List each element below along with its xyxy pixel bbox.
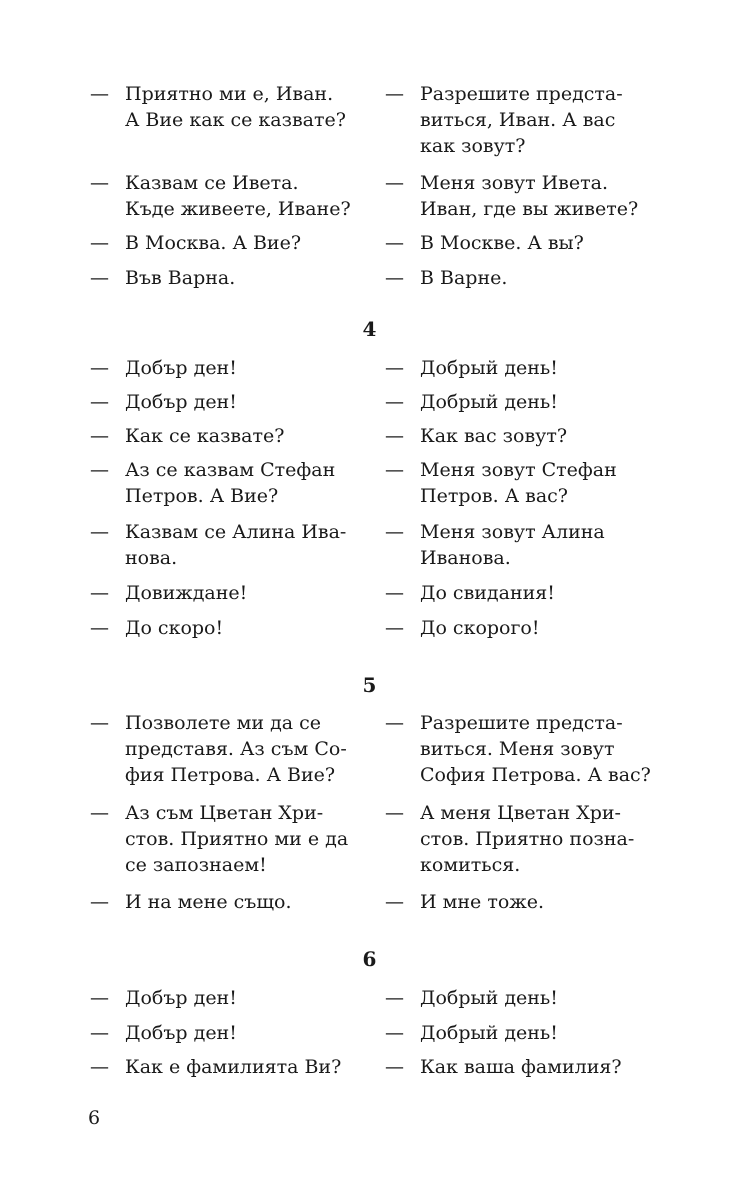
russian-text: В Москве. А вы?	[420, 232, 584, 254]
dash: —	[90, 357, 109, 379]
dash: —	[90, 425, 109, 447]
russian-text: Добрый день!	[420, 391, 558, 413]
dash: —	[90, 172, 109, 194]
russian-text: Добрый день!	[420, 357, 558, 379]
russian-text: Добрый день!	[420, 1022, 558, 1044]
dash: —	[385, 267, 404, 289]
russian-text: Меня зовут Алина Иванова.	[420, 521, 605, 569]
bulgarian-text: И на мене също.	[125, 891, 292, 913]
dash: —	[385, 425, 404, 447]
dash: —	[385, 582, 404, 604]
dash: —	[385, 712, 404, 734]
bulgarian-text: Добър ден!	[125, 357, 237, 379]
russian-text: Разрешите предста- виться, Иван. А вас как зовут?	[420, 83, 623, 157]
bulgarian-text: Довиждане!	[125, 582, 248, 604]
dash: —	[90, 891, 109, 913]
section-heading: 6	[362, 947, 377, 971]
dash: —	[90, 582, 109, 604]
dash: —	[90, 521, 109, 543]
russian-text: И мне тоже.	[420, 891, 545, 913]
dash: —	[90, 1056, 109, 1078]
bulgarian-text: Казвам се Ивета. Къде живеете, Иване?	[125, 172, 351, 220]
russian-text: Как вас зовут?	[420, 425, 568, 447]
russian-text: До свидания!	[420, 582, 555, 604]
dash: —	[385, 802, 404, 824]
bulgarian-text: В Москва. А Вие?	[125, 232, 302, 254]
dash: —	[90, 617, 109, 639]
dash: —	[90, 1022, 109, 1044]
russian-text: Как ваша фамилия?	[420, 1056, 622, 1078]
dash: —	[385, 1022, 404, 1044]
dash: —	[385, 987, 404, 1009]
russian-text: Добрый день!	[420, 987, 558, 1009]
bulgarian-text: Добър ден!	[125, 1022, 237, 1044]
bulgarian-text: Добър ден!	[125, 391, 237, 413]
russian-text: Меня зовут Ивета. Иван, где вы живете?	[420, 172, 639, 220]
dash: —	[90, 83, 109, 105]
dash: —	[385, 521, 404, 543]
russian-text: Меня зовут Стефан Петров. А вас?	[420, 459, 617, 507]
bulgarian-text: Аз се казвам Стефан Петров. А Вие?	[125, 459, 336, 507]
dash: —	[90, 232, 109, 254]
dash: —	[385, 391, 404, 413]
dash: —	[385, 232, 404, 254]
russian-text: До скорого!	[420, 617, 540, 639]
section-heading: 5	[362, 673, 377, 697]
dash: —	[385, 357, 404, 379]
dash: —	[90, 712, 109, 734]
bulgarian-text: Приятно ми е, Иван. А Вие как се казвате?	[125, 83, 346, 131]
dash: —	[385, 172, 404, 194]
russian-text: В Варне.	[420, 267, 508, 289]
section-heading: 4	[362, 317, 377, 341]
bulgarian-text: Аз съм Цветан Хри- стов. Приятно ми е да се запознаем!	[125, 802, 349, 876]
dash: —	[90, 391, 109, 413]
bulgarian-text: Позволете ми да се представя. Аз съм Со- фия Петрова. А Вие?	[125, 712, 347, 786]
dash: —	[90, 459, 109, 481]
bulgarian-text: Как е фамилията Ви?	[125, 1056, 342, 1078]
dash: —	[90, 987, 109, 1009]
bulgarian-text: Във Варна.	[125, 267, 236, 289]
dash: —	[90, 802, 109, 824]
dash: —	[385, 891, 404, 913]
bulgarian-text: До скоро!	[125, 617, 224, 639]
dash: —	[385, 459, 404, 481]
russian-text: А меня Цветан Хри- стов. Приятно позна- комиться.	[420, 802, 635, 876]
dash: —	[90, 267, 109, 289]
dash: —	[385, 1056, 404, 1078]
page-number: 6	[88, 1107, 101, 1129]
bulgarian-text: Добър ден!	[125, 987, 237, 1009]
russian-text: Разрешите предста- виться. Меня зовут София Петрова. А вас?	[420, 712, 651, 786]
bulgarian-text: Как се казвате?	[125, 425, 285, 447]
dash: —	[385, 83, 404, 105]
bulgarian-text: Казвам се Алина Ива- нова.	[125, 521, 347, 569]
dash: —	[385, 617, 404, 639]
